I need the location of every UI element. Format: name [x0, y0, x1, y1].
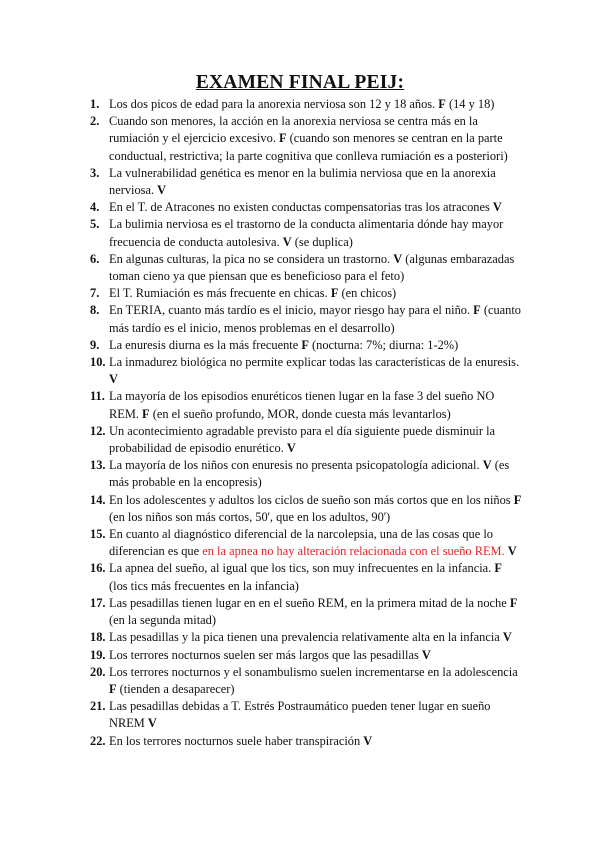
answer-note: (en los niños son más cortos, 50', que en los adultos, 90')	[109, 509, 391, 524]
question-list	[90, 96, 522, 750]
question-text: Cuando son menores, la acción en la anorexia nerviosa se centra más en la rumiación y el ejercicio excesivo.	[109, 114, 478, 146]
answer-mark: V	[492, 200, 502, 215]
answer-mark: F	[330, 286, 339, 301]
answer-mark: F	[438, 97, 446, 111]
question-number: 6.	[90, 251, 100, 266]
answer-note: (nocturna: 7%; diurna: 1-2%)	[308, 337, 459, 352]
question-text: La inmadurez biológica no permite explicar todas las características de la enuresis.	[109, 355, 520, 370]
answer-note: (se duplica)	[291, 234, 353, 249]
question-number: 18.	[90, 630, 106, 645]
question-text: La vulnerabilidad genética es menor en la bulimia nerviosa que en la anorexia nerviosa.	[109, 165, 496, 198]
answer-note: (es más probable en la encopresis)	[109, 458, 510, 490]
question-item	[90, 337, 522, 354]
answer-mark: V	[363, 733, 373, 748]
question-number: 13.	[90, 458, 106, 473]
answer-mark: V	[482, 458, 492, 473]
answer-mark: F	[509, 595, 518, 610]
question-item	[90, 492, 522, 526]
question-text: La enuresis diurna es la más frecuente	[109, 337, 302, 352]
question-number: 9.	[90, 337, 100, 352]
question-text: En TERIA, cuanto más tardío es el inicio, mayor riesgo hay para el niño.	[109, 303, 474, 318]
answer-mark: V	[421, 647, 431, 662]
answer-note: (14 y 18)	[445, 97, 495, 111]
question-item	[90, 647, 522, 664]
question-number: 7.	[90, 286, 100, 301]
question-text: En los terrores nocturnos suele haber transpiración	[109, 733, 364, 748]
answer-mark: V	[282, 234, 292, 249]
question-number: 8.	[90, 303, 100, 318]
answer-note: (cuando son menores se centran en la parte conductual, restrictiva; la parte cognitiva que conlleva rumiación es a posteriori)	[109, 131, 508, 163]
answer-mark: F	[494, 561, 502, 576]
question-number: 5.	[90, 217, 100, 232]
question-number: 1.	[90, 97, 100, 111]
answer-mark: F	[109, 681, 117, 696]
question-item	[90, 216, 522, 250]
answer-note: (tienden a desaparecer)	[116, 681, 235, 696]
answer-note: (en el sueño profundo, MOR, donde cuesta más levantarlos)	[149, 406, 451, 421]
question-number: 14.	[90, 492, 106, 507]
answer-note: (algunas embarazadas toman cieno ya que piensan que es beneficioso para el feto)	[109, 251, 515, 284]
question-item	[90, 423, 522, 457]
question-text: Los terrores nocturnos suelen ser más largos que las pesadillas	[109, 647, 422, 662]
question-number: 20.	[90, 664, 106, 679]
question-number: 17.	[90, 595, 106, 610]
answer-mark: V	[286, 441, 296, 456]
question-text: Un acontecimiento agradable previsto para el día siguiente puede disminuir la probabilidad de episodio enurético.	[109, 423, 496, 456]
question-text: En los adolescentes y adultos los ciclos de sueño son más cortos que en los niños	[109, 492, 514, 507]
answer-mark: F	[513, 492, 522, 507]
answer-mark: V	[507, 544, 517, 559]
question-text: Los terrores nocturnos y el sonambulismo suelen incrementarse en la adolescencia	[109, 664, 518, 679]
question-item	[90, 560, 522, 594]
answer-note: (los tics más frecuentes en la infancia)	[109, 578, 299, 593]
page-title: EXAMEN FINAL PEIJ:	[195, 72, 405, 93]
question-number: 15.	[90, 527, 106, 542]
question-item	[90, 526, 522, 560]
question-number: 2.	[90, 114, 100, 129]
question-text: La mayoría de los episodios enuréticos tienen lugar en la fase 3 del sueño NO REM.	[109, 389, 495, 421]
answer-mark: F	[142, 406, 150, 421]
answer-mark: V	[147, 716, 157, 731]
question-item	[90, 664, 522, 698]
question-item	[90, 96, 522, 113]
answer-mark: V	[109, 372, 118, 387]
question-number: 10.	[90, 355, 106, 370]
answer-mark: F	[301, 337, 309, 352]
question-item	[90, 698, 522, 732]
question-number: 3.	[90, 165, 100, 180]
answer-mark: F	[473, 303, 481, 318]
question-text: Los dos picos de edad para la anorexia nerviosa son 12 y 18 años.	[109, 97, 439, 111]
question-number: 19.	[90, 647, 106, 662]
question-item	[90, 113, 522, 165]
question-item	[90, 285, 522, 302]
question-text: La apnea del sueño, al igual que los tics, son muy infrecuentes en la infancia.	[109, 561, 495, 576]
question-text: En el T. de Atracones no existen conductas compensatorias tras los atracones	[109, 200, 493, 215]
answer-note: (cuanto más tardío es el inicio, menos problemas en el desarrollo)	[109, 303, 522, 335]
question-text: Las pesadillas debidas a T. Estrés Postraumático pueden tener lugar en sueño NREM	[109, 699, 491, 731]
answer-mark: F	[278, 131, 287, 146]
answer-mark: V	[157, 183, 167, 198]
question-item	[90, 251, 522, 285]
question-text: La bulimia nerviosa es el trastorno de la conducta alimentaria dónde hay mayor frecuencia de conducta autolesiva.	[109, 217, 504, 249]
question-number: 4.	[90, 200, 100, 215]
question-text: La mayoría de los niños con enuresis no presenta psicopatología adicional.	[109, 458, 483, 473]
question-number: 22.	[90, 733, 106, 748]
question-item	[90, 354, 522, 388]
answer-note: (en la segunda mitad)	[109, 613, 217, 628]
question-item	[90, 199, 522, 216]
question-number: 16.	[90, 561, 106, 576]
question-text: Las pesadillas y la pica tienen una prevalencia relativamente alta en la infancia	[109, 630, 503, 645]
question-text: El T. Rumiación es más frecuente en chicas.	[109, 286, 331, 301]
question-item	[90, 733, 522, 750]
question-item	[90, 457, 522, 491]
question-item	[90, 595, 522, 629]
question-text: En cuanto al diagnóstico diferencial de la narcolepsia, una de las cosas que lo diferencian es que	[109, 527, 493, 559]
question-number: 12.	[90, 423, 106, 438]
question-text: Las pesadillas tienen lugar en en el sueño REM, en la primera mitad de la noche	[109, 595, 510, 610]
question-number: 21.	[90, 699, 106, 714]
question-item	[90, 165, 522, 199]
question-item	[90, 388, 522, 422]
question-item	[90, 302, 522, 336]
question-number: 11.	[90, 389, 105, 404]
answer-mark: V	[393, 251, 403, 266]
answer-note: (en chicos)	[338, 286, 397, 301]
highlighted-text: en la apnea no hay alteración relacionada con el sueño REM.	[202, 544, 505, 559]
question-text: En algunas culturas, la pica no se considera un trastorno.	[109, 251, 394, 266]
question-item	[90, 629, 522, 646]
answer-mark: V	[502, 630, 512, 645]
